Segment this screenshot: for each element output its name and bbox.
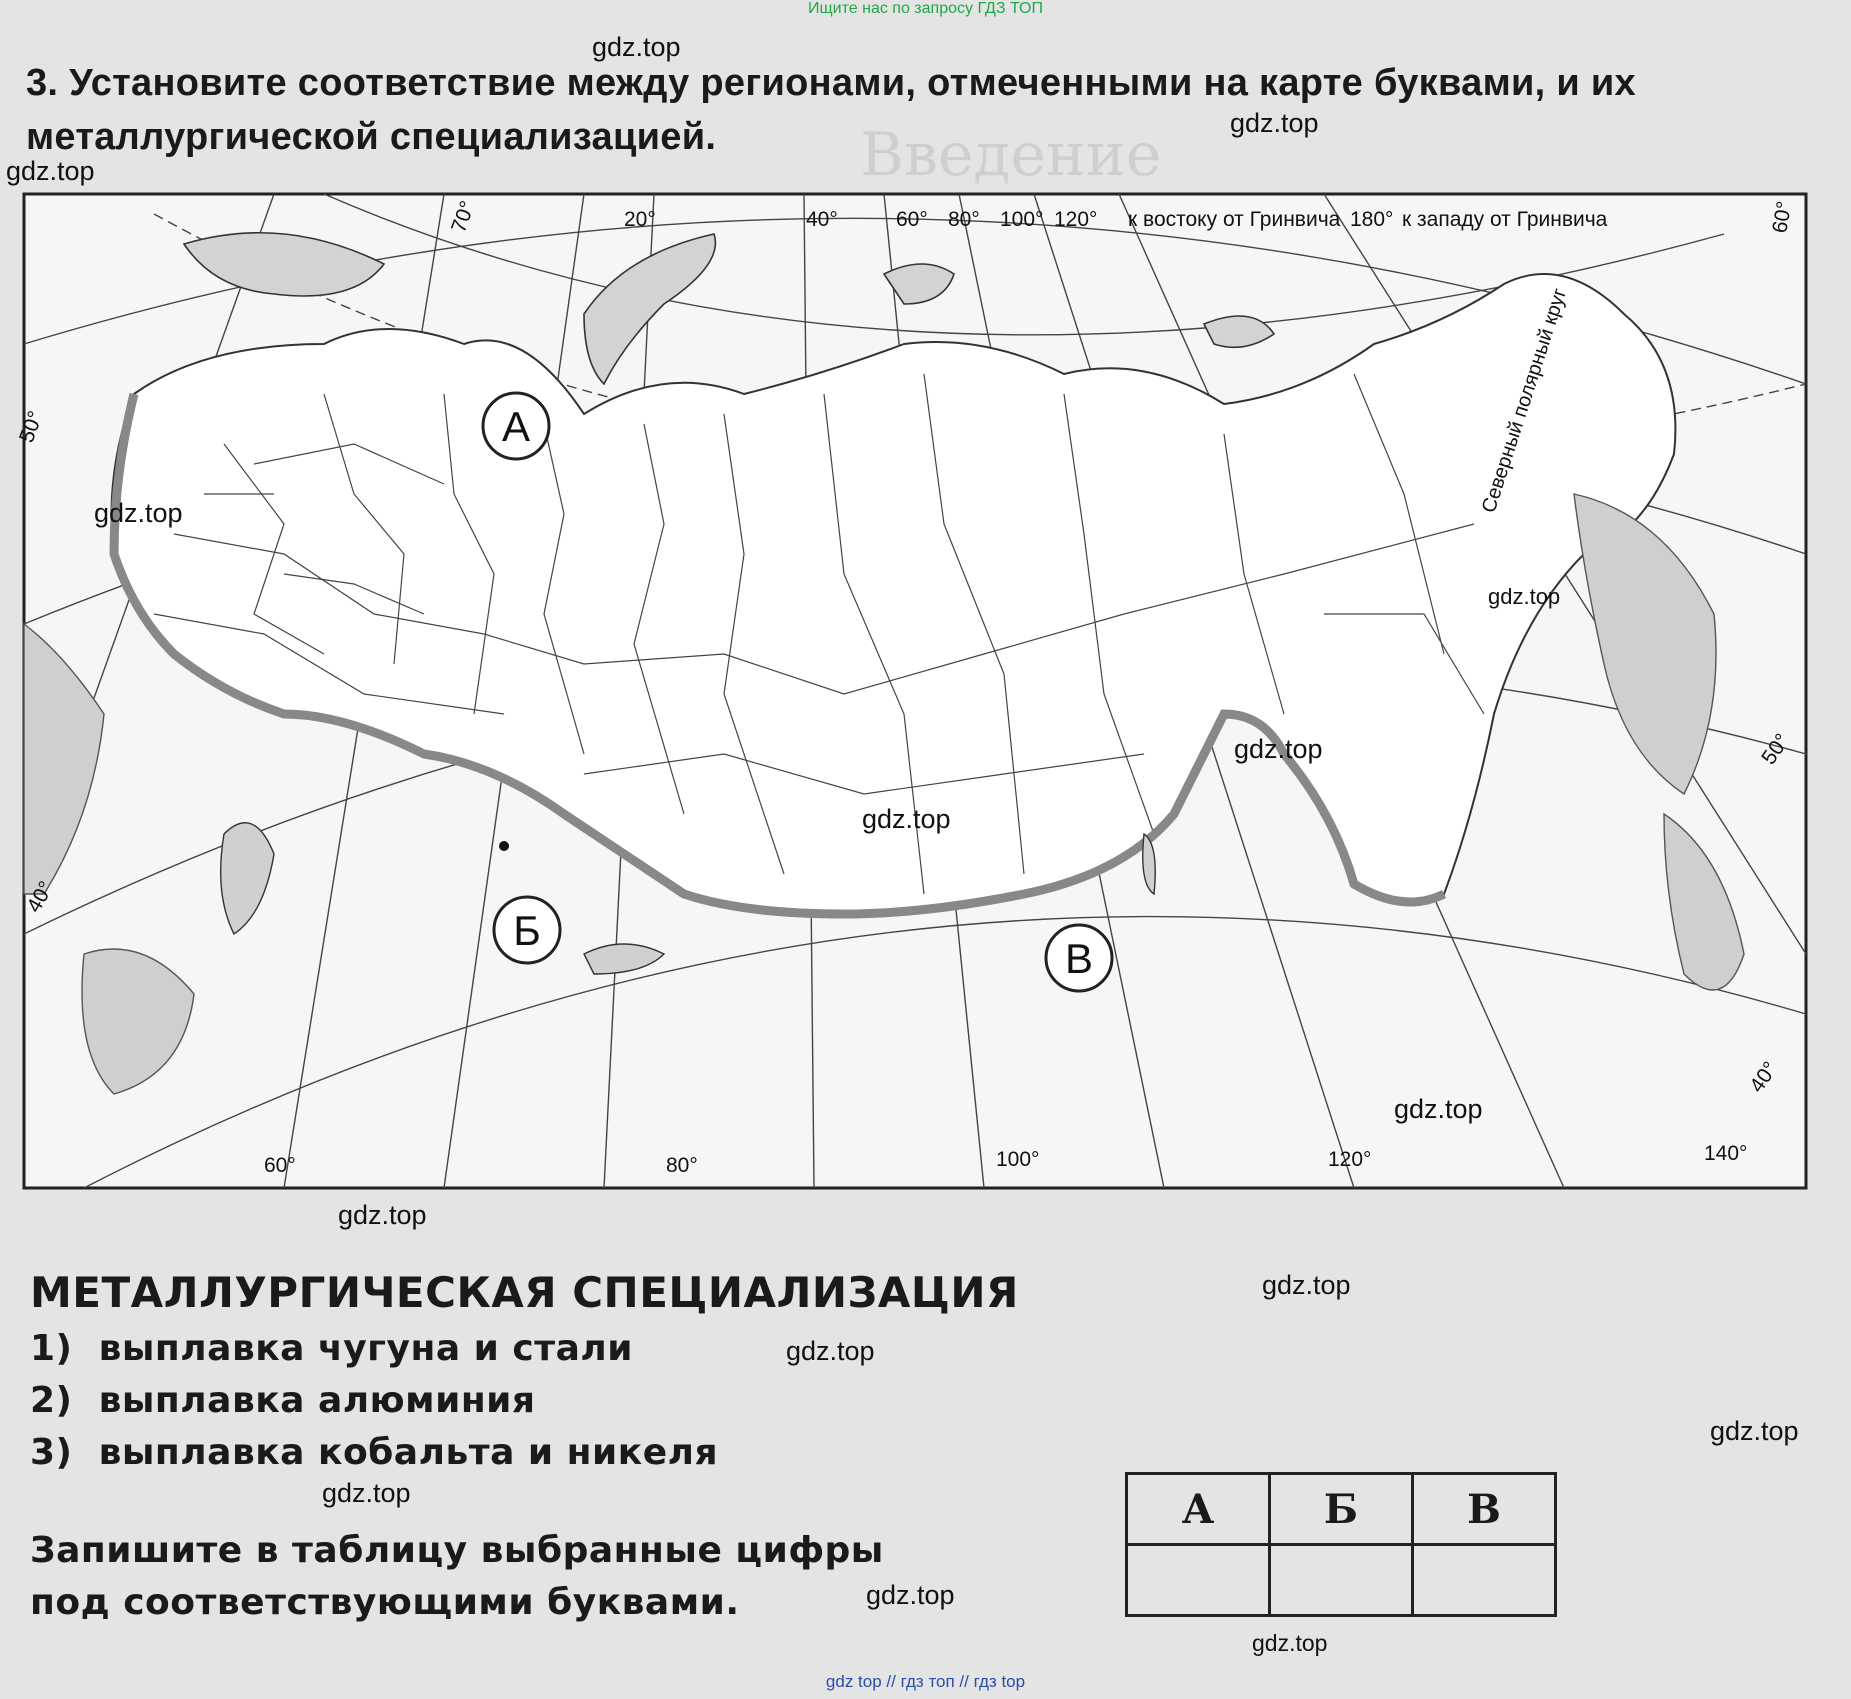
lon-label: 100° (996, 1148, 1040, 1171)
lon-label: 140° (1704, 1142, 1748, 1165)
watermark: gdz.top (862, 804, 951, 834)
option-number: 1) (30, 1328, 73, 1369)
map-top-label: к востоку от Гринвича (1128, 208, 1341, 231)
lon-label: 40° (806, 208, 838, 231)
watermark: gdz.top (1394, 1094, 1483, 1124)
instruction-line: Запишите в таблицу выбранные цифры (30, 1530, 884, 1571)
option-number: 2) (30, 1380, 73, 1421)
watermark: gdz.top (1234, 734, 1323, 764)
lon-label: 120° (1328, 1148, 1372, 1171)
watermark: gdz.top (1252, 1630, 1328, 1656)
watermark: gdz.top (1262, 1270, 1351, 1300)
watermark: gdz.top (1710, 1416, 1799, 1446)
answer-header-v: В (1413, 1474, 1556, 1545)
region-label-v: В (1064, 935, 1094, 982)
russia-outline-map (15, 194, 1806, 1188)
lon-label: 180° (1350, 208, 1394, 231)
lon-label: 100° (1000, 208, 1044, 231)
answer-header-b: Б (1270, 1474, 1413, 1545)
watermark: gdz.top (6, 156, 95, 186)
question-text: 3. Установите соответствие между регионами, отмеченными на карте буквами, и их металлургической специализацией. (26, 62, 1636, 158)
lon-label: 60° (264, 1154, 296, 1177)
watermark: gdz.top (94, 498, 183, 528)
watermark: gdz.top (1230, 108, 1319, 138)
option-text: выплавка чугуна и стали (98, 1328, 634, 1369)
lon-label: 120° (1054, 208, 1098, 231)
option-text: выплавка алюминия (98, 1380, 536, 1421)
instruction-line: под соответствующими буквами. (30, 1582, 740, 1623)
watermark: gdz.top (592, 32, 681, 62)
answer-cell-v[interactable] (1413, 1545, 1556, 1616)
watermark: gdz.top (866, 1580, 955, 1610)
watermark: gdz.top (322, 1478, 411, 1508)
lon-label: 80° (666, 1154, 698, 1177)
watermark: gdz.top (786, 1336, 875, 1366)
watermark: gdz.top (1488, 584, 1561, 609)
lat-label: 40° (1745, 1057, 1783, 1097)
specialization-heading: МЕТАЛЛУРГИЧЕСКАЯ СПЕЦИАЛИЗАЦИЯ (30, 1268, 1019, 1317)
region-label-a: А (501, 403, 531, 450)
lon-label: 80° (948, 208, 980, 231)
lon-label: 20° (624, 208, 656, 231)
answer-cell-a[interactable] (1127, 1545, 1270, 1616)
polar-circle-label: Северный полярный круг (1477, 285, 1572, 516)
lon-label: 60° (896, 208, 928, 231)
search-hint-link[interactable]: Ищите нас по запросу ГДЗ ТОП (808, 0, 1043, 17)
option-1 (30, 1328, 633, 1369)
answer-cell-b[interactable] (1270, 1545, 1413, 1616)
region-label-b: Б (513, 907, 541, 954)
lat-label: 70° (447, 197, 480, 236)
answer-header-a: А (1127, 1474, 1270, 1545)
map-top-label: к западу от Гринвича (1402, 208, 1608, 231)
footer-links[interactable]: gdz top // гдз топ // гдз top (825, 1672, 1026, 1691)
lat-label: 50° (15, 407, 48, 446)
lat-label: 50° (1757, 729, 1795, 769)
option-text: выплавка кобальта и никеля (98, 1432, 719, 1473)
watermark: gdz.top (338, 1200, 427, 1230)
answer-table (1125, 1472, 1557, 1617)
region-marker-a (483, 393, 549, 459)
lat-label: 60° (1768, 199, 1797, 235)
option-2 (30, 1380, 536, 1421)
lat-label: 40° (22, 877, 59, 917)
option-number: 3) (30, 1432, 73, 1473)
region-marker-v (1046, 925, 1112, 991)
option-3 (30, 1432, 718, 1473)
bleed-through-decoration: Введение (860, 120, 1162, 190)
